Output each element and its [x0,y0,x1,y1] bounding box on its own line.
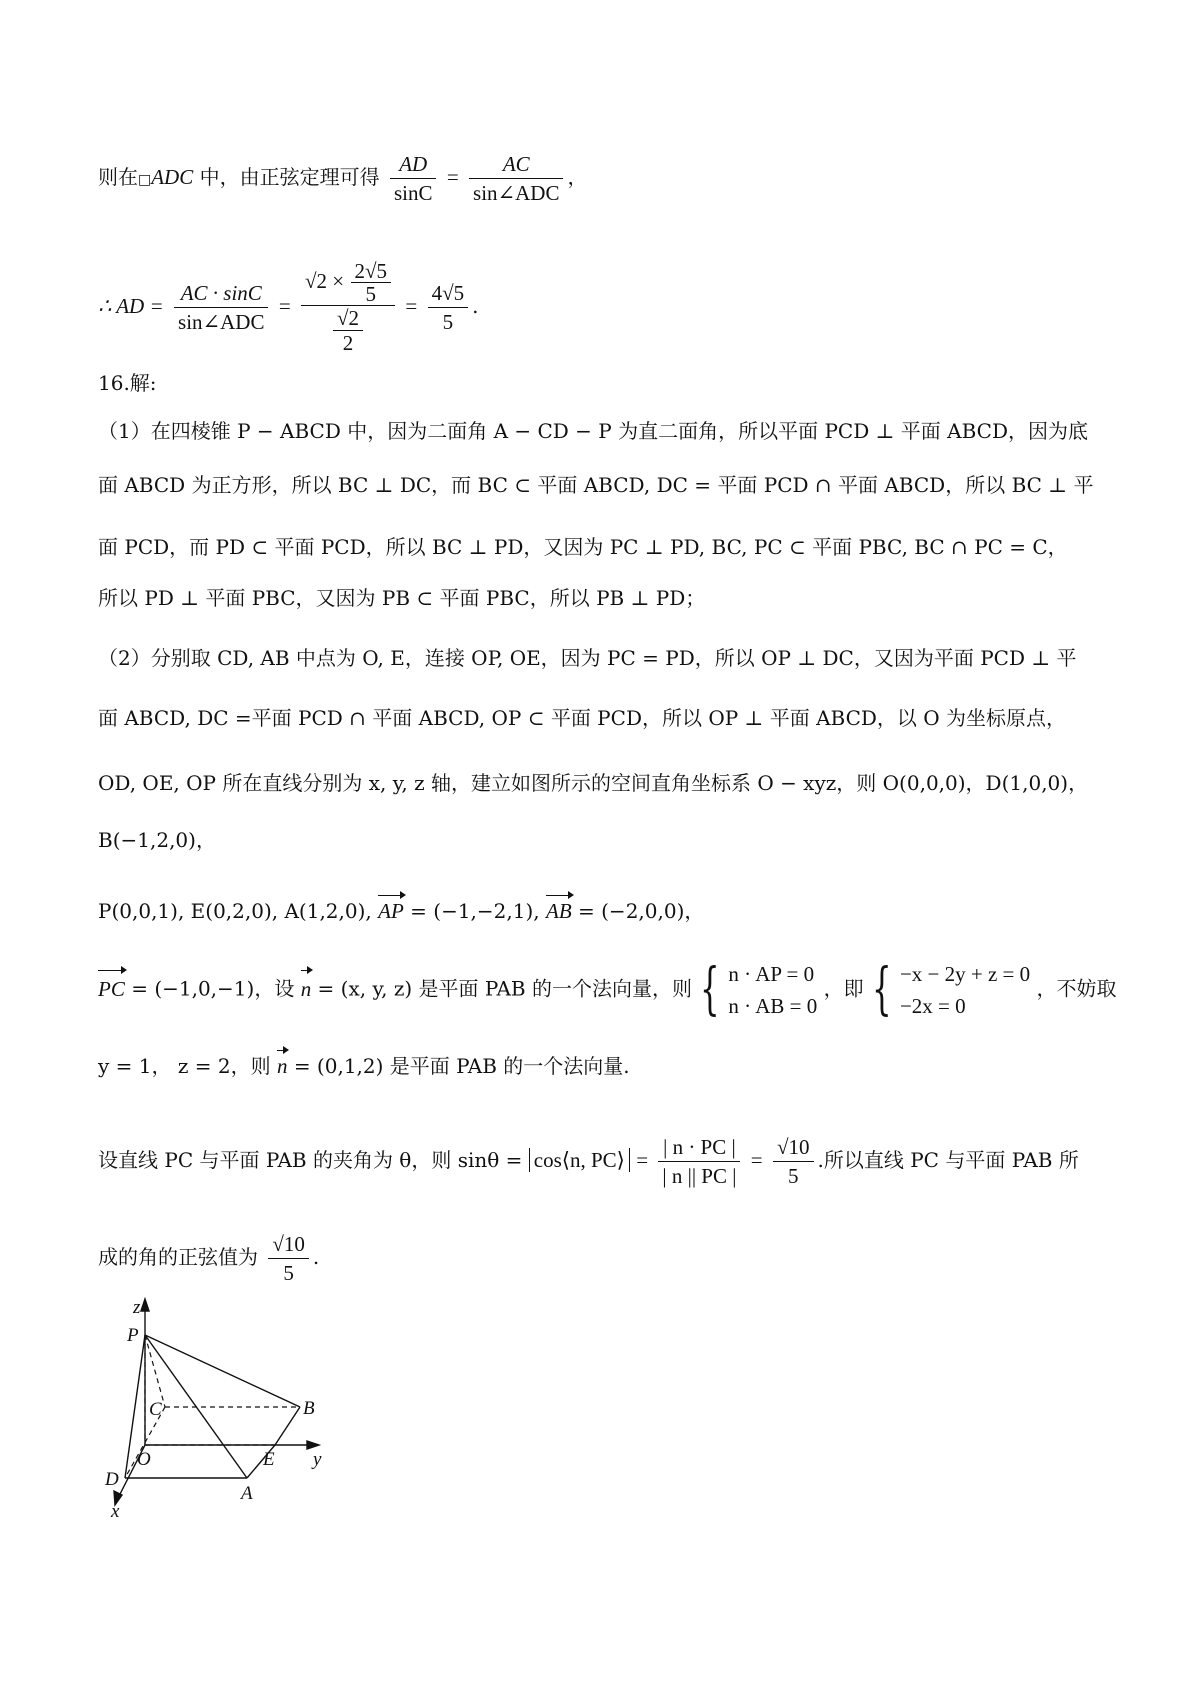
numerator [301,260,395,306]
normal-result-line [98,1053,630,1079]
text: 则在 [98,165,138,189]
fraction [658,1133,740,1190]
numerator: √10 [268,1230,309,1259]
part2-line4: B(−1,2,0)， [98,828,216,852]
cos-expression: cos⟨n, PC⟩ [529,1148,630,1172]
pyramid-figure [95,1295,355,1535]
fraction [773,1133,814,1190]
equation: −2x = 0 [899,994,966,1018]
text: √2 × [305,269,345,293]
text: = (0,1,2) 是平面 PAB 的一个法向量. [293,1054,630,1078]
equation: −x − 2y + z = 0 [899,962,1031,986]
text: . [312,1245,320,1269]
fraction [268,1230,309,1287]
brace-glyph: { [700,957,720,1022]
denominator: 5 [365,282,377,306]
z-axis-arrow [141,1299,149,1311]
text: . [472,294,479,318]
denominator: sin∠ADC [178,310,265,334]
text: ， [567,165,588,189]
label-c: C [149,1399,162,1420]
text: ，即 [823,976,864,1001]
label-d: D [105,1469,119,1490]
denominator: 5 [283,1261,294,1285]
normal-vector-line [98,958,1117,1022]
text: ，不妨取 [1036,976,1117,1001]
vector-ab-value: = (−2,0,0)， [578,899,705,923]
fraction [428,279,469,336]
y-axis-arrow [307,1441,319,1449]
equation-system-1 [728,958,817,1022]
label-o: O [137,1449,151,1470]
angle-line: 设直线 PC 与平面 PAB 的夹角为 θ，则 sinθ = cos⟨n, PC⟩ = $\frac{| n \cdot PC |}{| n || PC |}$ = $\frac{√10}{5}$ .所以直线 PC 与平面 PAB 所 [98,1135,1079,1188]
denominator: 5 [788,1164,799,1188]
text: = (x, y, z) 是平面 PAB 的一个法向量，则 [317,976,692,1001]
text: 设直线 PC 与平面 PAB 的夹角为 θ，则 sinθ = [98,1148,523,1172]
label-e: E [263,1449,275,1470]
denominator: sin∠ADC [473,181,560,205]
sine-law-line: 则在□ADC 中，由正弦定理可得 $\frac{AD}{\sin C}$ = $\frac{AC}{\text{sin∠ADC}}$ ， [98,152,588,205]
edge-eb [275,1407,300,1445]
edge-pb [145,1335,300,1407]
numerator: √2 [333,306,363,331]
part2-line3: OD, OE, OP 所在直线分别为 x, y, z 轴，建立如图所示的空间直角坐标系 O − xyz，则 O(0,0,0)，D(1,0,0)， [98,771,1089,795]
equation: n · AB = 0 [728,994,818,1018]
final-answer-line [98,1230,319,1287]
text: 成的角的正弦值为 [98,1245,258,1269]
fraction [469,150,563,207]
vector-n: n [301,973,312,1005]
part2-line1: （2）分别取 CD, AB 中点为 O, E，连接 OP, OE，因为 PC = PD，所以 OP ⊥ DC，又因为平面 PCD ⊥ 平 [98,646,1077,670]
part1-line1: （1）在四棱锥 P − ABCD 中，因为二面角 A − CD − P 为直二面角，所以平面 PCD ⊥ 平面 ABCD，因为底 [98,419,1088,443]
equation: n · AP = 0 [728,962,815,986]
complex-fraction [301,260,395,355]
denominator [301,306,395,355]
text: 中，由正弦定理可得 [193,165,380,189]
label-x: x [111,1501,120,1522]
q16-header: 16.解: [98,371,157,395]
denominator: | n || PC | [662,1164,737,1188]
vector-ab: AB [546,899,572,923]
label-p: P [127,1325,139,1346]
part1-line2: 面 ABCD 为正方形，所以 BC ⊥ DC，而 BC ⊂ 平面 ABCD, DC = 平面 PCD ∩ 平面 ABCD，所以 BC ⊥ 平 [98,473,1094,497]
vector-ap-value: = (−1,−2,1), [410,899,540,923]
numerator: AC · sinC [174,279,268,308]
therefore-text: ∴ AD = [98,294,164,318]
box-glyph: □ [138,172,152,188]
text: = (−1,0,−1)，设 [131,976,295,1001]
numerator: √10 [773,1133,814,1162]
numerator: 4√5 [428,279,469,308]
vector-n: n [276,1054,288,1078]
part1-line3: 面 PCD，而 PD ⊂ 平面 PCD，所以 BC ⊥ PD，又因为 PC ⊥ PD, BC, PC ⊂ 平面 PBC, BC ∩ PC = C， [98,535,1068,559]
fraction [351,260,392,305]
label-z: z [133,1297,141,1318]
text: .所以直线 PC 与平面 PAB 所 [817,1148,1079,1172]
equation-system-2 [900,958,1030,1022]
points-line [98,898,704,924]
points-text: P(0,0,1), E(0,2,0), A(1,2,0), [98,899,372,923]
vector-pc: PC [98,973,125,1005]
numerator: AC [469,150,563,179]
label-y: y [313,1449,322,1470]
denominator: sinC [393,181,433,205]
denominator: 5 [442,310,454,334]
fraction [333,306,363,355]
fraction [174,279,268,336]
numerator: 2√5 [351,260,392,283]
equals: = [750,1148,763,1172]
edge-pc [145,1335,165,1407]
part1-line4: 所以 PD ⊥ 平面 PBC，又因为 PB ⊂ 平面 PBC，所以 PB ⊥ PD； [98,586,706,610]
vector-ap: AP [378,899,404,923]
numerator: AD [390,150,437,179]
fraction [390,150,437,207]
denominator: 2 [342,331,354,355]
part2-line2: 面 ABCD, DC =平面 PCD ∩ 平面 ABCD, OP ⊂ 平面 PCD，所以 OP ⊥ 平面 ABCD，以 O 为坐标原点， [98,706,1067,730]
brace-glyph: { [871,957,892,1022]
text: y = 1， z = 2，则 [98,1054,271,1078]
ad-result-line: ∴ AD = $\frac{AC \cdot \sin C}{\text{sin∠ADC}}$ = √2 × $\frac{2√5}{5}$ $\frac{√2}{2}$ = $\frac{4√5}{5}$ . [98,259,479,355]
triangle-name: ADC [151,165,194,189]
label-a: A [241,1483,253,1504]
label-b: B [303,1398,315,1419]
numerator: | n · PC | [658,1133,740,1162]
